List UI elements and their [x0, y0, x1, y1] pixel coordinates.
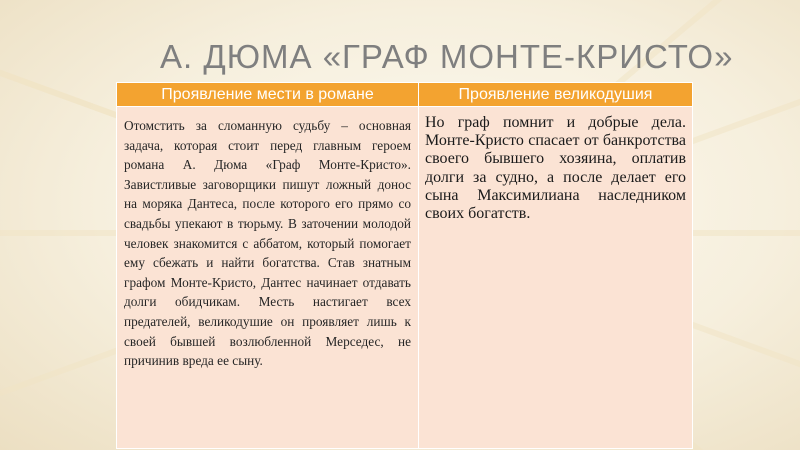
- cell-revenge: [117, 107, 419, 449]
- table-header-row: [117, 83, 693, 107]
- header-revenge: Проявление мести в романе: [117, 83, 419, 107]
- header-generosity: Проявление великодушия: [419, 83, 693, 107]
- comparison-table: [116, 82, 693, 449]
- cell-generosity: [419, 107, 693, 449]
- table-row: [117, 107, 693, 449]
- slide-title: А. ДЮМА «ГРАФ МОНТЕ-КРИСТО»: [160, 38, 734, 75]
- generosity-text: Но граф помнит и добрые дела. Монте-Кристо спасает от банкротства своего бывшего хозяина, оплатив долги за судно, а после делает его сына Максимилиана наследником своих богатств.: [425, 114, 686, 223]
- revenge-text: Отомстить за сломанную судьбу – основная задача, которая стоит перед главным героем романа А. Дюма «Граф Монте-Кристо». Завистливые заговорщики пишут ложный донос на моряка Дантеса, после которого его прямо со свадьбы упекают в тюрьму. В заточении молодой человек знакомится с аббатом, который помогает ему сбежать и найти богатства. Став знатным графом Монте-Кристо, Дантес начинает отдавать долги обидчикам. Месть настигает всех предателей, великодушие он проявляет лишь к своей бывшей возлюбленной Мерседес, не причинив вреда ее сыну.: [124, 118, 411, 369]
